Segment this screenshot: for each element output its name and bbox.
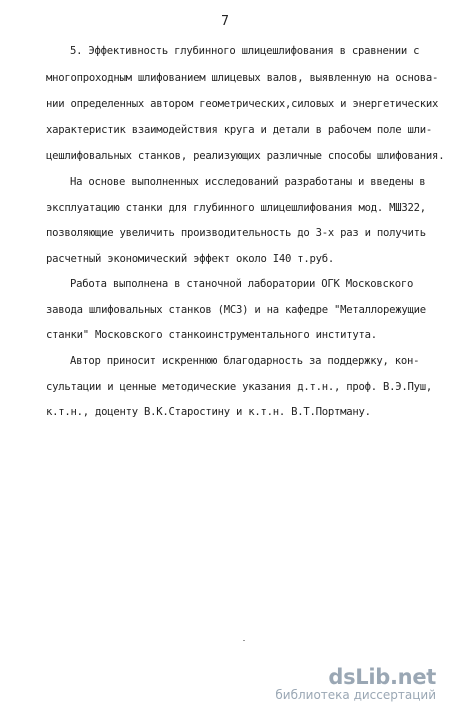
paragraph-1-line-4: характеристик взаимодействия круга и детали в рабочем поле шли- (46, 124, 433, 136)
scan-speck (243, 640, 245, 641)
paragraph-4-line-1: Автор приносит искреннюю благодарность за поддержку, кон- (70, 355, 420, 367)
page-number: 7 (221, 14, 229, 29)
paragraph-4-line-2: сультации и ценные методические указания д.т.н., проф. В.Э.Пуш, (46, 381, 433, 393)
paragraph-4-line-3: к.т.н., доценту В.К.Старостину и к.т.н. В.Т.Портману. (46, 406, 371, 418)
paragraph-2-line-4: расчетный экономический эффект около I40 т.руб. (46, 253, 335, 265)
watermark-logo: dsLib.net (328, 665, 436, 689)
paragraph-2-line-3: позволяющие увеличить производительность до 3-х раз и получить (46, 227, 426, 239)
paragraph-1-line-2: многопроходным шлифованием шлицевых валов, выявленную на основа- (46, 72, 439, 84)
paragraph-3-line-3: станки" Московского станкоинструментального института. (46, 329, 377, 341)
paragraph-3-line-1: Работа выполнена в станочной лаборатории ОГК Московского (70, 278, 414, 290)
watermark (275, 666, 436, 702)
paragraph-1-line-1: 5. Эффективность глубинного шлицешлифования в сравнении с (70, 45, 420, 57)
paragraph-2-line-1: На основе выполненных исследований разработаны и введены в (70, 176, 426, 188)
watermark-caption: библиотека диссертаций (275, 688, 436, 702)
paragraph-1-line-3: нии определенных автором геометрических,силовых и энергетических (46, 98, 439, 110)
paragraph-2-line-2: эксплуатацию станки для глубинного шлицешлифования мод. МШ322, (46, 202, 426, 214)
paragraph-1-line-5: цешлифовальных станков, реализующих различные способы шлифования. (46, 150, 445, 162)
paragraph-3-line-2: завода шлифовальных станков (МСЗ) и на кафедре "Металлорежущие (46, 304, 426, 316)
